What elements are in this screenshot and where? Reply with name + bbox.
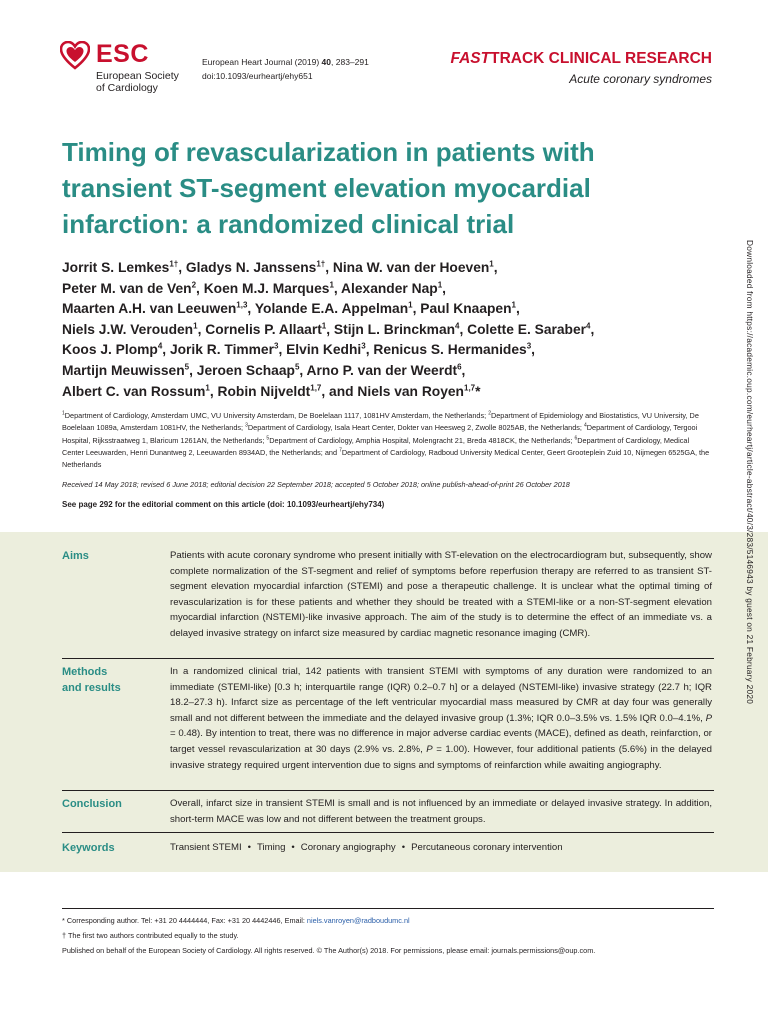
- author-line: [62, 258, 722, 279]
- author-affiliation-mark: 4: [157, 341, 163, 351]
- keyword: Percutaneous coronary intervention: [411, 842, 563, 853]
- author-name: Jorrit S. Lemkes: [62, 260, 170, 275]
- author-name: , Jeroen Schaap: [189, 362, 295, 378]
- keywords-label: Keywords: [62, 842, 115, 854]
- methods-text: [170, 664, 712, 773]
- author-name: , Koen M.J. Marques: [196, 280, 330, 296]
- citation-volume: 40: [321, 57, 332, 67]
- journal-citation: [202, 56, 369, 83]
- methods-label-line2: and results: [62, 682, 121, 694]
- aims-label: Aims: [62, 550, 89, 562]
- author-affiliation-mark: 1,7: [310, 382, 322, 392]
- keyword-separator: •: [291, 842, 295, 853]
- author-affiliation-mark: 3: [273, 341, 279, 351]
- structured-abstract: [0, 532, 768, 872]
- author-affiliation-mark: 1,3: [236, 300, 248, 310]
- article-title: [62, 134, 702, 242]
- author-name: , Yolande E.A. Appelman: [247, 301, 409, 317]
- keyword-separator: •: [401, 842, 406, 853]
- keyword: Transient STEMI: [170, 842, 242, 853]
- author-affiliation-mark: 3: [526, 341, 532, 351]
- affiliation-mark: 1: [62, 410, 65, 417]
- author-name: Maarten A.H. van Leeuwen: [62, 301, 237, 317]
- aims-text: Patients with acute coronary syndrome who present initially with ST-elevation on the electrocardiogram but, subsequently, show complete normalization of the ST-segment and relief of symptoms before reperfusion therapy are referred to as transient ST-segment elevation myocardial infarction (STEMI) and pose a therapeutic challenge. It is unclear what the optimal timing of revascularization is for these patients and whether they should be treated with a STEMI-like or a non-ST-segment elevation myocardial infarction (NSTEMI)-like invasive approach. The aim of the study is to determine the effect of an immediate vs. a delayed invasive strategy on infarct size measured by cardiac magnetic resonance imaging (CMR).: [170, 550, 712, 639]
- affiliation-mark: 2: [488, 410, 491, 417]
- affiliation-mark: 7: [339, 447, 342, 454]
- affiliation-mark: 6: [574, 435, 578, 442]
- affiliation-text: Department of Cardiology, Tergooi Hospital, Rijksstraatweg 1, Blaricum 1261AN, the Netherlands;: [62, 423, 698, 445]
- author-line: [62, 320, 722, 341]
- author-name: , Renicus S. Hermanides: [365, 342, 527, 358]
- author-name: ,: [461, 362, 466, 378]
- author-name: ,: [515, 301, 520, 317]
- author-name: Koos J. Plomp: [62, 342, 158, 358]
- author-affiliation-mark: 5: [294, 362, 300, 372]
- methods-text-part: In a randomized clinical trial, 142 patients with transient STEMI with symptoms of any duration were randomized to an immediate (STEMI-like) [0.3 h; interquartile range (IQR) 0.2–0.7 h] or a delayed (NSTEMI-like) invasive strategy (22.7 h; IQR 18.2–27.3 h). Infarct size as percentage of the left ventricular myocardial mass measured by CMR at day four was generally small and not different between the immediate and the delayed invasive group (1.3%; IQR 0.0–3.5% vs. 1.5% IQR 0.0–4.1%,: [170, 666, 712, 724]
- title-line: transient ST-segment elevation myocardial: [62, 173, 591, 203]
- author-line: [62, 299, 722, 320]
- author-name: , Elvin Kedhi: [278, 342, 362, 358]
- section-track: TRACK CLINICAL RESEARCH: [490, 50, 712, 67]
- author-name: ,: [531, 342, 536, 358]
- keyword: Coronary angiography: [300, 842, 396, 853]
- author-affiliation-mark: 6: [457, 362, 462, 372]
- download-watermark: Downloaded from https://academic.oup.com/eurheartj/article-abstract/40/3/283/5146943 by guest on 21 February 2020: [745, 240, 755, 705]
- section-divider: [62, 790, 714, 791]
- citation-prefix: European Heart Journal (2019): [202, 57, 322, 67]
- logo-name: ESC: [96, 40, 149, 68]
- conclusion-text: Overall, infarct size in transient STEMI is small and is not influenced by an immediate or delayed invasive strategy. In addition, short-term MACE was low and not different between the treatment groups.: [170, 798, 712, 825]
- keyword: Timing: [256, 842, 286, 853]
- author-name: , Nina W. van der Hoeven: [325, 260, 490, 275]
- logo-society: [96, 70, 179, 94]
- author-affiliation-mark: 1: [511, 300, 516, 310]
- author-name: *: [475, 383, 481, 399]
- article-dates: Received 14 May 2018; revised 6 June 2018; editorial decision 22 September 2018; accepted 5 October 2018; online publish-ahead-of-print 26 October 2018: [62, 480, 570, 489]
- author-name: , Gladys N. Janssens: [178, 260, 317, 275]
- section-divider: [62, 832, 714, 833]
- affiliation-text: Department of Cardiology, Isala Heart Center, Dokter van Heesweg 2, Zwolle 8025AB, the Netherlands;: [247, 423, 584, 433]
- author-name: , Jorik R. Timmer: [162, 342, 274, 358]
- citation-doi: doi:10.1093/eurheartj/ehy651: [202, 70, 313, 81]
- section-fast: FAST: [450, 50, 491, 67]
- keywords-list: [170, 840, 712, 856]
- author-line: [62, 279, 722, 300]
- equal-contribution-note: † The first two authors contributed equally to the study.: [62, 931, 239, 940]
- p-value-label: P: [426, 743, 433, 755]
- author-name: Niels J.W. Verouden: [62, 321, 194, 337]
- subsection-label: Acute coronary syndromes: [569, 72, 712, 86]
- author-name: , Colette E. Saraber: [459, 321, 587, 337]
- footnote-rule: [62, 908, 714, 909]
- author-affiliation-mark: 1: [437, 280, 443, 289]
- author-name: , Cornelis P. Allaart: [197, 321, 322, 337]
- author-affiliation-mark: 1: [321, 321, 327, 331]
- author-line: [62, 361, 722, 382]
- affiliation-text: Department of Epidemiology and Biostatistics, VU University, De Boelelaan 1089a, Amsterdam 1081HV, the Netherlands;: [62, 411, 699, 433]
- conclusion-label: Conclusion: [62, 798, 122, 810]
- affiliation-text: Department of Cardiology, Radboud University Medical Center, Geert Grooteplein Zuid 10, Nijmegen 6525GA, the Netherlands: [62, 447, 710, 470]
- logo-society-line1: European Society: [96, 70, 179, 82]
- affiliation-mark: 3: [245, 422, 248, 429]
- author-line: [62, 382, 722, 403]
- corresponding-email-link[interactable]: niels.vanroyen@radboudumc.nl: [306, 916, 410, 925]
- citation-line: [202, 56, 369, 70]
- heart-logo-icon: [60, 41, 90, 71]
- author-affiliation-mark: 4: [455, 321, 460, 331]
- author-affiliation-mark: 1: [329, 280, 334, 289]
- author-list: [62, 258, 722, 402]
- section-label: [450, 50, 712, 68]
- methods-label: [62, 664, 158, 696]
- author-affiliation-mark: 1,7: [464, 382, 476, 392]
- corresponding-text: * Corresponding author. Tel: +31 20 4444444, Fax: +31 20 4442446, Email:: [62, 916, 307, 925]
- author-affiliation-mark: 3: [361, 341, 366, 351]
- author-affiliation-mark: 1†: [316, 259, 326, 269]
- author-name: ,: [442, 280, 446, 296]
- citation-pages: , 283–291: [331, 57, 369, 67]
- author-affiliation-mark: 1: [205, 382, 210, 392]
- author-name: , Paul Knaapen: [412, 301, 512, 317]
- methods-text-part: = 0.48). By intention to treat, there was no difference in major adverse cardiac events (MACE), defined as death, reinfarction, or target vessel revascularization at 30 days (2.9% vs. 2.8%,: [170, 728, 712, 755]
- keyword-separator: •: [247, 842, 251, 853]
- author-name: Peter M. van de Ven: [62, 280, 192, 296]
- author-affiliation-mark: 1: [193, 321, 198, 331]
- corresponding-author: [62, 916, 714, 925]
- logo-society-line2: of Cardiology: [96, 82, 158, 94]
- author-name: , Alexander Nap: [333, 280, 438, 296]
- author-affiliation-mark: 1†: [169, 259, 179, 269]
- methods-text-part: = 1.00). However, four additional patients (5.6%) in the delayed invasive strategy required urgent intervention due to signs and symptoms of reinfarction while awaiting angiography.: [170, 743, 712, 771]
- author-name: , Robin Nijveldt: [209, 383, 311, 399]
- title-line: Timing of revascularization in patients with: [62, 137, 595, 167]
- section-divider: [62, 658, 714, 659]
- editorial-note: See page 292 for the editorial comment on this article (doi: 10.1093/eurheartj/ehy734): [62, 500, 385, 509]
- author-name: , Stijn L. Brinckman: [326, 321, 456, 337]
- affiliation-text: Department of Cardiology, Medical Center Leeuwarden, Henri Dunantweg 2, Leeuwarden 8934AD, the Netherlands; and: [62, 435, 690, 457]
- author-affiliation-mark: 1: [408, 300, 413, 310]
- author-affiliation-mark: 5: [184, 362, 190, 372]
- affiliation-text: Department of Cardiology, Amphia Hospital, Molengracht 21, Breda 4818CK, the Netherlands;: [269, 435, 575, 445]
- author-affiliation-mark: 2: [191, 280, 197, 289]
- author-name: Albert C. van Rossum: [62, 383, 206, 399]
- author-name: Martijn Meuwissen: [62, 362, 185, 378]
- publication-note: Published on behalf of the European Society of Cardiology. All rights reserved. © The Author(s) 2018. For permissions, please email: journals.permissions@oup.com.: [62, 946, 596, 955]
- author-name: , and Niels van Royen: [321, 383, 464, 399]
- esc-logo: [60, 40, 190, 100]
- title-line: infarction: a randomized clinical trial: [62, 209, 515, 239]
- p-value-label: P: [705, 712, 712, 724]
- affiliation-mark: 4: [583, 422, 587, 429]
- affiliation-mark: 5: [266, 435, 270, 442]
- author-line: [62, 340, 722, 361]
- affiliation-text: Department of Cardiology, Amsterdam UMC, VU University Amsterdam, De Boelelaan 1117, 1081HV Amsterdam, the Netherlands;: [64, 411, 489, 420]
- author-affiliation-mark: 1: [489, 259, 494, 269]
- affiliations: [62, 410, 712, 471]
- author-name: , Arno P. van der Weerdt: [299, 362, 458, 378]
- methods-label-line1: Methods: [62, 666, 108, 678]
- author-name: ,: [493, 260, 498, 275]
- author-affiliation-mark: 4: [586, 321, 591, 331]
- author-name: ,: [590, 321, 595, 337]
